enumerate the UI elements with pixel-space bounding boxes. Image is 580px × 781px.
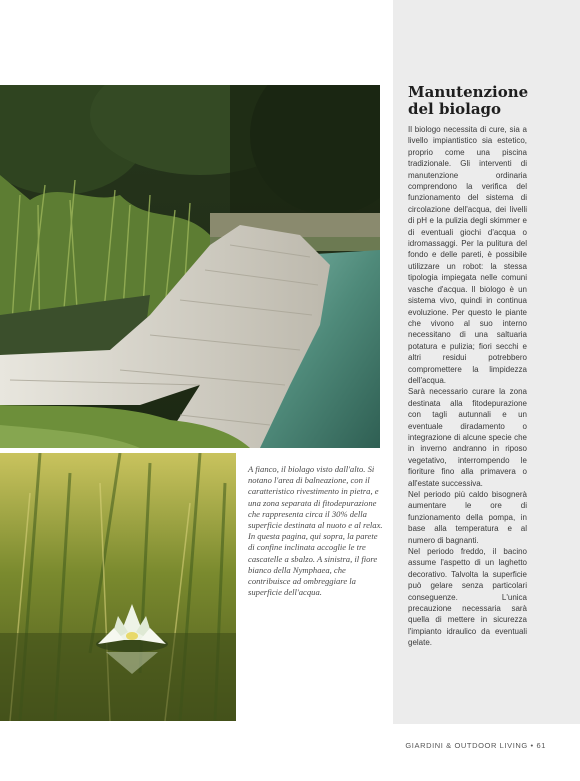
article-title-line2: del biolago <box>408 100 502 118</box>
article-title <box>408 84 568 118</box>
pool-cascade-photo <box>0 85 380 448</box>
page-footer: GIARDINI & OUTDOOR LIVING • 61 <box>405 741 546 750</box>
article-title-line1: Manutenzione <box>408 83 529 101</box>
photo-caption: A fianco, il biolago visto dall'alto. Si notano l'area di balneazione, con il caratteristico rivestimento in pietra, e una zona separata di fitodepurazione che rappresenta circa il 30% della superficie destinata al nuoto e al relax. In questa pagina, qui sopra, la parete di confine inclinata accoglie le tre cascatelle a sbalzo. A sinistra, il fiore bianco della Nymphaea, che contribuisce ad ombreggiare la superficie dell'acqua. <box>248 464 383 598</box>
article-body <box>408 124 527 649</box>
article-paragraph: Nel periodo più caldo bisognerà aumentare le ore di funzionamento della pompa, in base alla temperatura e al numero di bagnanti. <box>408 490 527 545</box>
article-paragraph: Nel periodo freddo, il bacino assume l'aspetto di un laghetto decorativo. Talvolta la superficie può gelare senza particolari conseguenze. L'unica precauzione necessaria sarà quella di mettere in sicurezza l'impianto idraulico da eventuali gelate. <box>408 547 527 648</box>
water-lily-photo <box>0 453 236 721</box>
article-paragraph: Il biologo necessita di cure, sia a livello impiantistico sia estetico, proprio come una piscina tradizionale. Gli interventi di manutenzione ordinaria comprendono la verifica del funzionamento del sistema di circolazione dell'acqua, dei livelli di pH e la pulizia degli skimmer e di eventuali giochi d'acqua o idromassaggi. Per la pulitura del fondo e delle pareti, è possibile utilizzare un robot: la stessa tipologia impiegata nelle comuni vasche d'acqua. Il biologo è un sistema vivo, quindi in continua evoluzione. Per questo le piante che vivono al suo interno necessitano di una saltuaria potatura e pulizia; fiori secchi e altri residui potrebbero compromettere la limpidezza dell'acqua. <box>408 125 527 385</box>
article-paragraph: Sarà necessario curare la zona destinata alla fitodepurazione con tagli autunnali e un eventuale diradamento o integrazione di alcune specie che in inverno andranno in riposo vegetativo, interrompendo le fioriture fino alla primavera o all'estate successiva. <box>408 387 527 488</box>
